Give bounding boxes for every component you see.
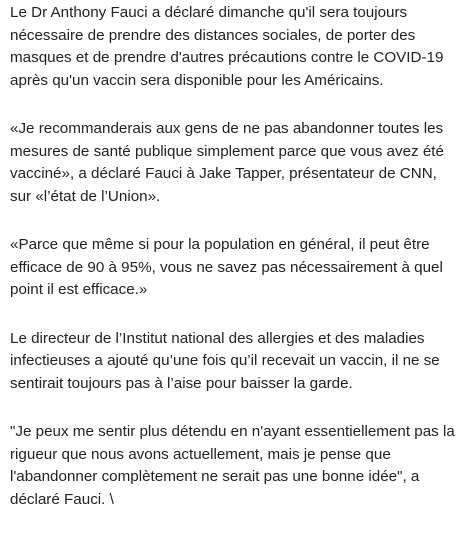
paragraph-fauci-precautions: Le Dr Anthony Fauci a déclaré dimanche qu'il sera toujours nécessaire de prendre des distances sociales, de porter des masques et de prendre d'autres précautions contre le COVID-19 après qu'un vaccin sera disponible pour les Américains. [10, 4, 444, 89]
article-body [10, 2, 462, 537]
paragraph-fauci-quote-relaxed: "Je peux me sentir plus détendu en n'ayant essentiellement pas la rigueur que nous avons actuellement, mais je pense que l'abandonner complètement ne serait pas une bonne idée", a déclaré Fauci. \ [10, 423, 455, 508]
paragraph-institute-director: Le directeur de l’Institut national des allergies et des maladies infectieuses a ajouté qu’une fois qu’il recevait un vaccin, il ne se sentirait toujours pas à l’aise pour baisser la garde. [10, 329, 440, 392]
paragraph-fauci-quote-efficacy: «Parce que même si pour la population en général, il peut être efficace de 90 à 95%, vous ne savez pas nécessairement à quel point il est efficace.» [10, 236, 443, 298]
paragraph-fauci-quote-recommendation: «Je recommanderais aux gens de ne pas abandonner toutes les mesures de santé publique simplement parce que vous avez été vacciné», a déclaré Fauci à Jake Tapper, présentateur de CNN, sur «l’état de l’Union». [10, 120, 444, 205]
